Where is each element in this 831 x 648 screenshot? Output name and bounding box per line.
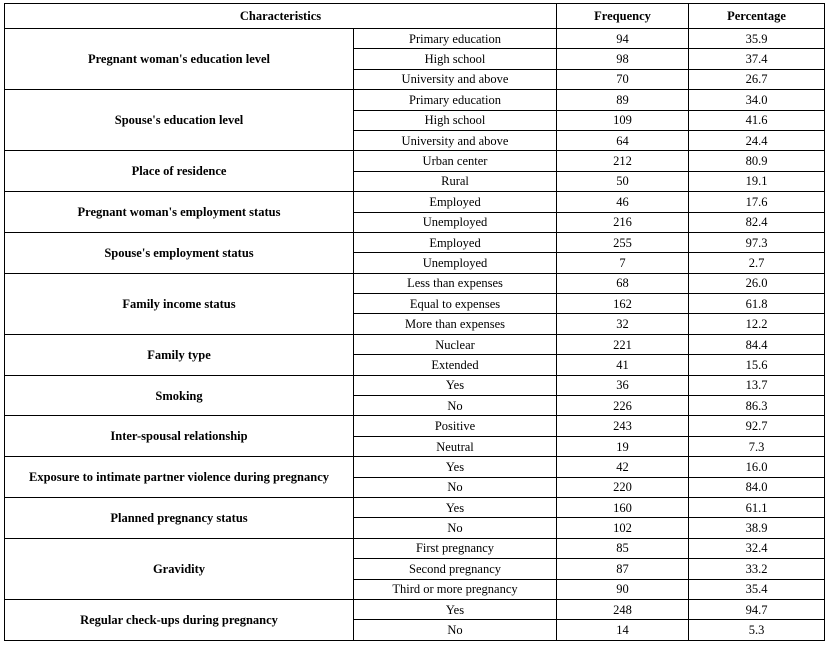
category-cell: Equal to expenses: [354, 294, 557, 314]
group-label: Spouse's employment status: [5, 232, 354, 273]
frequency-cell: 102: [557, 518, 689, 538]
header-characteristics: Characteristics: [5, 4, 557, 29]
frequency-cell: 19: [557, 436, 689, 456]
group-label: Spouse's education level: [5, 90, 354, 151]
percentage-cell: 80.9: [689, 151, 825, 171]
frequency-cell: 36: [557, 375, 689, 395]
percentage-cell: 61.1: [689, 497, 825, 517]
frequency-cell: 41: [557, 355, 689, 375]
percentage-cell: 37.4: [689, 49, 825, 69]
category-cell: Yes: [354, 497, 557, 517]
category-cell: University and above: [354, 69, 557, 89]
category-cell: More than expenses: [354, 314, 557, 334]
category-cell: Unemployed: [354, 212, 557, 232]
group-label: Regular check-ups during pregnancy: [5, 599, 354, 640]
percentage-cell: 82.4: [689, 212, 825, 232]
frequency-cell: 226: [557, 396, 689, 416]
percentage-cell: 38.9: [689, 518, 825, 538]
percentage-cell: 84.4: [689, 334, 825, 354]
frequency-cell: 50: [557, 171, 689, 191]
category-cell: Unemployed: [354, 253, 557, 273]
category-cell: Primary education: [354, 90, 557, 110]
frequency-cell: 243: [557, 416, 689, 436]
category-cell: Rural: [354, 171, 557, 191]
frequency-cell: 68: [557, 273, 689, 293]
percentage-cell: 26.7: [689, 69, 825, 89]
percentage-cell: 26.0: [689, 273, 825, 293]
percentage-cell: 2.7: [689, 253, 825, 273]
category-cell: Neutral: [354, 436, 557, 456]
group-label: Inter-spousal relationship: [5, 416, 354, 457]
percentage-cell: 34.0: [689, 90, 825, 110]
category-cell: Third or more pregnancy: [354, 579, 557, 599]
category-cell: Nuclear: [354, 334, 557, 354]
frequency-cell: 162: [557, 294, 689, 314]
category-cell: High school: [354, 49, 557, 69]
group-label: Pregnant woman's employment status: [5, 192, 354, 233]
group-label: Place of residence: [5, 151, 354, 192]
category-cell: Positive: [354, 416, 557, 436]
category-cell: Second pregnancy: [354, 559, 557, 579]
group-label: Family type: [5, 334, 354, 375]
percentage-cell: 97.3: [689, 232, 825, 252]
percentage-cell: 61.8: [689, 294, 825, 314]
percentage-cell: 84.0: [689, 477, 825, 497]
frequency-cell: 94: [557, 29, 689, 49]
category-cell: University and above: [354, 130, 557, 150]
frequency-cell: 220: [557, 477, 689, 497]
table-row: [5, 273, 825, 293]
frequency-cell: 7: [557, 253, 689, 273]
category-cell: Extended: [354, 355, 557, 375]
category-cell: No: [354, 620, 557, 640]
table-row: [5, 334, 825, 354]
frequency-cell: 70: [557, 69, 689, 89]
percentage-cell: 41.6: [689, 110, 825, 130]
percentage-cell: 86.3: [689, 396, 825, 416]
frequency-cell: 212: [557, 151, 689, 171]
group-label: Exposure to intimate partner violence during pregnancy: [5, 457, 354, 498]
frequency-cell: 46: [557, 192, 689, 212]
frequency-cell: 64: [557, 130, 689, 150]
percentage-cell: 12.2: [689, 314, 825, 334]
percentage-cell: 5.3: [689, 620, 825, 640]
category-cell: Employed: [354, 232, 557, 252]
group-label: Planned pregnancy status: [5, 497, 354, 538]
table-row: [5, 375, 825, 395]
frequency-cell: 14: [557, 620, 689, 640]
frequency-cell: 221: [557, 334, 689, 354]
category-cell: Yes: [354, 599, 557, 619]
table-row: [5, 416, 825, 436]
percentage-cell: 13.7: [689, 375, 825, 395]
category-cell: Less than expenses: [354, 273, 557, 293]
table-row: [5, 151, 825, 171]
frequency-cell: 216: [557, 212, 689, 232]
percentage-cell: 35.4: [689, 579, 825, 599]
percentage-cell: 19.1: [689, 171, 825, 191]
frequency-cell: 248: [557, 599, 689, 619]
frequency-cell: 42: [557, 457, 689, 477]
frequency-cell: 98: [557, 49, 689, 69]
category-cell: Primary education: [354, 29, 557, 49]
frequency-cell: 255: [557, 232, 689, 252]
category-cell: No: [354, 396, 557, 416]
table-body: [5, 29, 825, 641]
table-row: [5, 232, 825, 252]
percentage-cell: 35.9: [689, 29, 825, 49]
category-cell: First pregnancy: [354, 538, 557, 558]
frequency-cell: 90: [557, 579, 689, 599]
group-label: Pregnant woman's education level: [5, 29, 354, 90]
header-frequency: Frequency: [557, 4, 689, 29]
percentage-cell: 33.2: [689, 559, 825, 579]
percentage-cell: 32.4: [689, 538, 825, 558]
percentage-cell: 94.7: [689, 599, 825, 619]
percentage-cell: 17.6: [689, 192, 825, 212]
table-row: [5, 497, 825, 517]
percentage-cell: 24.4: [689, 130, 825, 150]
category-cell: Employed: [354, 192, 557, 212]
category-cell: No: [354, 477, 557, 497]
table-row: [5, 29, 825, 49]
category-cell: Yes: [354, 457, 557, 477]
percentage-cell: 15.6: [689, 355, 825, 375]
table-row: [5, 457, 825, 477]
frequency-cell: 89: [557, 90, 689, 110]
table-row: [5, 90, 825, 110]
table-row: [5, 599, 825, 619]
percentage-cell: 16.0: [689, 457, 825, 477]
frequency-cell: 87: [557, 559, 689, 579]
category-cell: Yes: [354, 375, 557, 395]
category-cell: High school: [354, 110, 557, 130]
characteristics-table: [4, 3, 825, 641]
category-cell: Urban center: [354, 151, 557, 171]
frequency-cell: 109: [557, 110, 689, 130]
frequency-cell: 160: [557, 497, 689, 517]
percentage-cell: 7.3: [689, 436, 825, 456]
header-row: [5, 4, 825, 29]
group-label: Smoking: [5, 375, 354, 416]
frequency-cell: 32: [557, 314, 689, 334]
group-label: Gravidity: [5, 538, 354, 599]
header-percentage: Percentage: [689, 4, 825, 29]
percentage-cell: 92.7: [689, 416, 825, 436]
category-cell: No: [354, 518, 557, 538]
frequency-cell: 85: [557, 538, 689, 558]
table-row: [5, 538, 825, 558]
group-label: Family income status: [5, 273, 354, 334]
table-row: [5, 192, 825, 212]
